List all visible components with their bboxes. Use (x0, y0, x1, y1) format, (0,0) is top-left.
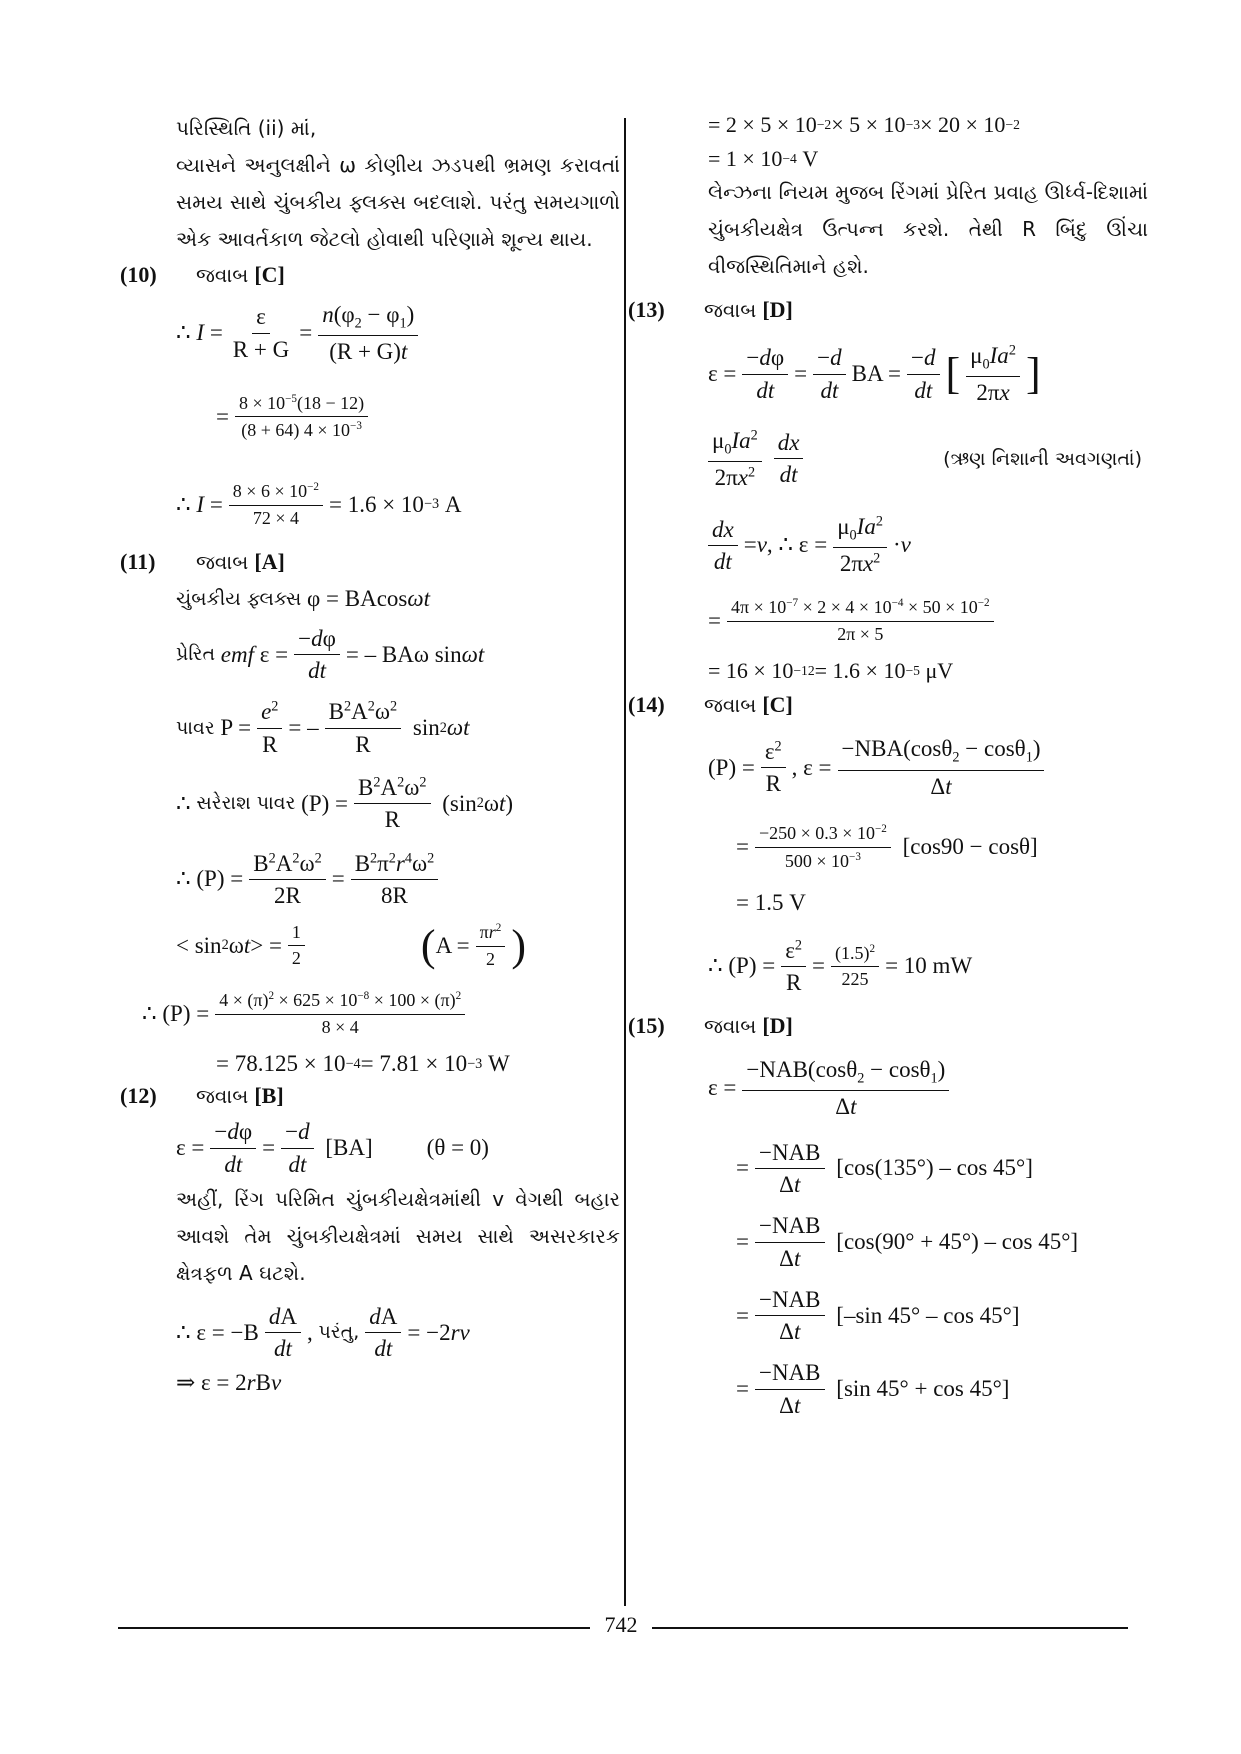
q15-answer-word: જવાબ (704, 1014, 757, 1039)
column-divider (624, 118, 626, 1606)
intro-line-1: પરિસ્થિતિ (ii) માં, (176, 116, 317, 140)
q13-eq-5: = 16 × 10 −12 = 1.6 × 10 −5 μV (708, 658, 954, 684)
q10-number: (10) (120, 262, 157, 287)
q12-cont-eq-1: = 2 × 5 × 10 −2 × 5 × 10 −3 × 20 × 10 −2 (708, 112, 1020, 137)
q15-eq-1: ε = $\frac{-NAB(\cos\theta_2 - \cos\theta_1)}{\Delta t}$ (708, 1057, 1148, 1120)
footer-rule-right (652, 1627, 1128, 1629)
q12-answer-word: જવાબ (196, 1084, 249, 1109)
q13-number: (13) (628, 297, 665, 322)
q13-heading (628, 297, 1148, 323)
q12-cont-eq-2: = 1 × 10 −4 V (708, 146, 819, 171)
q10-heading (120, 262, 620, 288)
q15-eq-3: = $\frac{\text{−NAB}}{\Delta t}$ [cos(90° + 45°) – cos 45°] (736, 1213, 1079, 1271)
q14-eq-3: = 1.5 V (736, 889, 806, 915)
page-number: 742 (604, 1612, 638, 1637)
q13-note: (ઋણ નિશાની અવગણતાં) (943, 447, 1142, 470)
q13-eq-2: $\frac{\mu_0Ia^2}{2\pi x^2}$ $\frac{dx}{dt}$ (ઋણ નિશાની અવગણતાં) (702, 428, 1142, 491)
q12-eq-2: ∴ ε = −B $\frac{dA}{dt}$ , પરંતુ, $\frac{dA}{dt}$ = −2 rv (176, 1303, 470, 1362)
q10-eq-3: ∴ I = $\frac{8 \times 6 \times 10^{-2}}{72 \times 4}$ = 1.6 × 10 −3 A (176, 481, 462, 528)
q12-text: અહીં, રિંગ પરિમિત ચુંબકીયક્ષેત્રમાંથી v વેગથી બહાર આવશે તેમ ચુંબકીયક્ષેત્રમાં સમય સાથે અસરકારક ક્ષેત્રફળ A ઘટશે. (176, 1186, 620, 1285)
q15-eq-5: = $\frac{\text{−NAB}}{\Delta t}$ [sin 45° + cos 45°] (736, 1360, 1010, 1418)
q13-eq-4: = $\frac{4\pi \times 10^{-7} \times 2 \times 4 \times 10^{-4} \times 50 \times 10^{-2}}{2\pi \times 5}$ (708, 597, 1148, 645)
q12-option: [B] (254, 1083, 284, 1109)
q11-eq-p: ∴ (P) = $\frac{B^2A^2\omega^2}{2R}$ = $\frac{B^2\pi^2r^4\omega^2}{8R}$ (176, 851, 620, 909)
left-column (120, 110, 620, 1396)
q11-flux: ચુંબકીય ફ્લક્સ φ = BAcos ωt (176, 581, 620, 618)
q13-eq-3: $\frac{dx}{dt}$ = v , ∴ ε = $\frac{\mu_0Ia^2}{2\pi x^2}$ · v (702, 514, 1148, 577)
intro-line-2: વ્યાસને અનુલક્ષીને ω કોણીય ઝડપથી ભ્રમણ કરાવતાં સમય સાથે ચુંબકીય ફ્લક્સ બદલાશે. પરંતુ સમયગાળો એક આવર્તકાળ જેટલો હોવાથી પરિણામે શૂન્ય થાય. (176, 153, 620, 251)
q11-eq-final: ∴ (P) = $\frac{4 \times (\pi)^2 \times 625 \times 10^{-8} \times 100 \times (\pi)^2}{8 \times 4}$ (142, 990, 620, 1038)
q15-eq-2: = $\frac{\text{−NAB}}{\Delta t}$ [cos(135°) – cos 45°] (736, 1139, 1033, 1197)
q11-avg-power: ∴ સરેરાશ પાવર (P) = $\frac{B^2A^2\omega^2}{R}$ (sin 2 ω t ) (176, 774, 514, 833)
q12-eq-3: ⇒ ε = 2 r B v (176, 1369, 282, 1395)
q11-heading (120, 549, 620, 575)
q10-eq-2: = $\frac{8 \times 10^{-5}(18 - 12)}{(8 + 64) 4 \times 10^{-3}}$ (216, 393, 620, 442)
q13-eq-1: ε = $\frac{-d\varphi}{dt}$ = $\frac{-d}{dt}$ BA = $\frac{-d}{dt}$ [ $\frac{\mu_0Ia^2}{2\pi x}$ ] (708, 342, 1041, 406)
lenz-text: લેન્ઝના નિયમ મુજબ રિંગમાં પ્રેરિત પ્રવાહ ઊર્ધ્વ-દિશામાં ચુંબકીયક્ષેત્ર ઉત્પન્ન કરશે. તેથી R બિંદુ ઊંચા વીજસ્થિતિમાને હશે. (708, 180, 1148, 278)
q14-eq-1: (P) = $\frac{\varepsilon^2}{R}$ , ε = $\frac{-NBA(\cos\theta_2 - \cos\theta_1)}{\Delta t}$ (708, 736, 1148, 799)
q15-heading (628, 1013, 1148, 1039)
q11-flux-label: ચુંબકીય ફ્લક્સ (176, 587, 302, 610)
q14-number: (14) (628, 692, 665, 718)
q15-option: [D] (762, 1013, 793, 1039)
q11-avg-sin: < sin 2 ω t > = $\frac{1}{2}$ ( A = $\frac{\pi r^2}{2}$ ) (176, 920, 526, 970)
q14-eq-4: ∴ (P) = $\frac{\varepsilon^2}{R}$ = $\frac{(1.5)^2}{225}$ = 10 mW (708, 936, 973, 995)
q14-option: [C] (762, 692, 793, 718)
q12-number: (12) (120, 1083, 157, 1109)
q10-option: [C] (254, 262, 285, 287)
q11-emf: પ્રેરિત emf ε = $\frac{-d\varphi}{dt}$ = – BAω sin ωt (176, 625, 485, 684)
q11-power: પાવર P = $\frac{e^2}{R}$ = – $\frac{B^2A^2\omega^2}{R}$ sin 2 ωt (176, 698, 470, 757)
q12-heading (120, 1083, 620, 1109)
q10-eq-1: ∴ I = $\frac{\varepsilon}{R + G}$ = $\frac{n(\varphi_2 - \varphi_1)}{(R + G)t}$ (176, 302, 620, 365)
q14-heading (628, 692, 1148, 718)
q11-number: (11) (120, 548, 156, 574)
q11-power-label: પાવર (176, 716, 215, 739)
q11-answer-word: જવાબ (196, 549, 249, 574)
q14-answer-word: જવાબ (704, 693, 757, 718)
q11-option: [A] (254, 548, 285, 574)
q10-answer-word: જવાબ (196, 263, 249, 287)
q12-but-label: પરંતુ, (318, 1321, 360, 1344)
q11-emf-label: પ્રેરિત (176, 643, 216, 666)
q14-eq-2: = $\frac{-250 \times 0.3 \times 10^{-2}}{500 \times 10^{-3}}$ [cos90 − cosθ] (736, 822, 1038, 871)
footer-rule-left (118, 1627, 590, 1629)
q13-option: [D] (762, 297, 793, 322)
intro-text (120, 110, 620, 258)
q13-answer-word: જવાબ (704, 298, 757, 322)
right-column (628, 110, 1148, 1418)
q11-eq-result: = 78.125 × 10 −4 = 7.81 × 10 −3 W (216, 1051, 510, 1077)
q12-eq-1: ε = $\frac{-d\varphi}{dt}$ = $\frac{-d}{dt}$ [BA] (θ = 0) (176, 1119, 489, 1177)
q11-avg-power-label: સરેરાશ પાવર (196, 792, 296, 815)
q15-eq-4: = $\frac{\text{−NAB}}{\Delta t}$ [–sin 45° – cos 45°] (736, 1286, 1020, 1345)
q15-number: (15) (628, 1013, 665, 1039)
